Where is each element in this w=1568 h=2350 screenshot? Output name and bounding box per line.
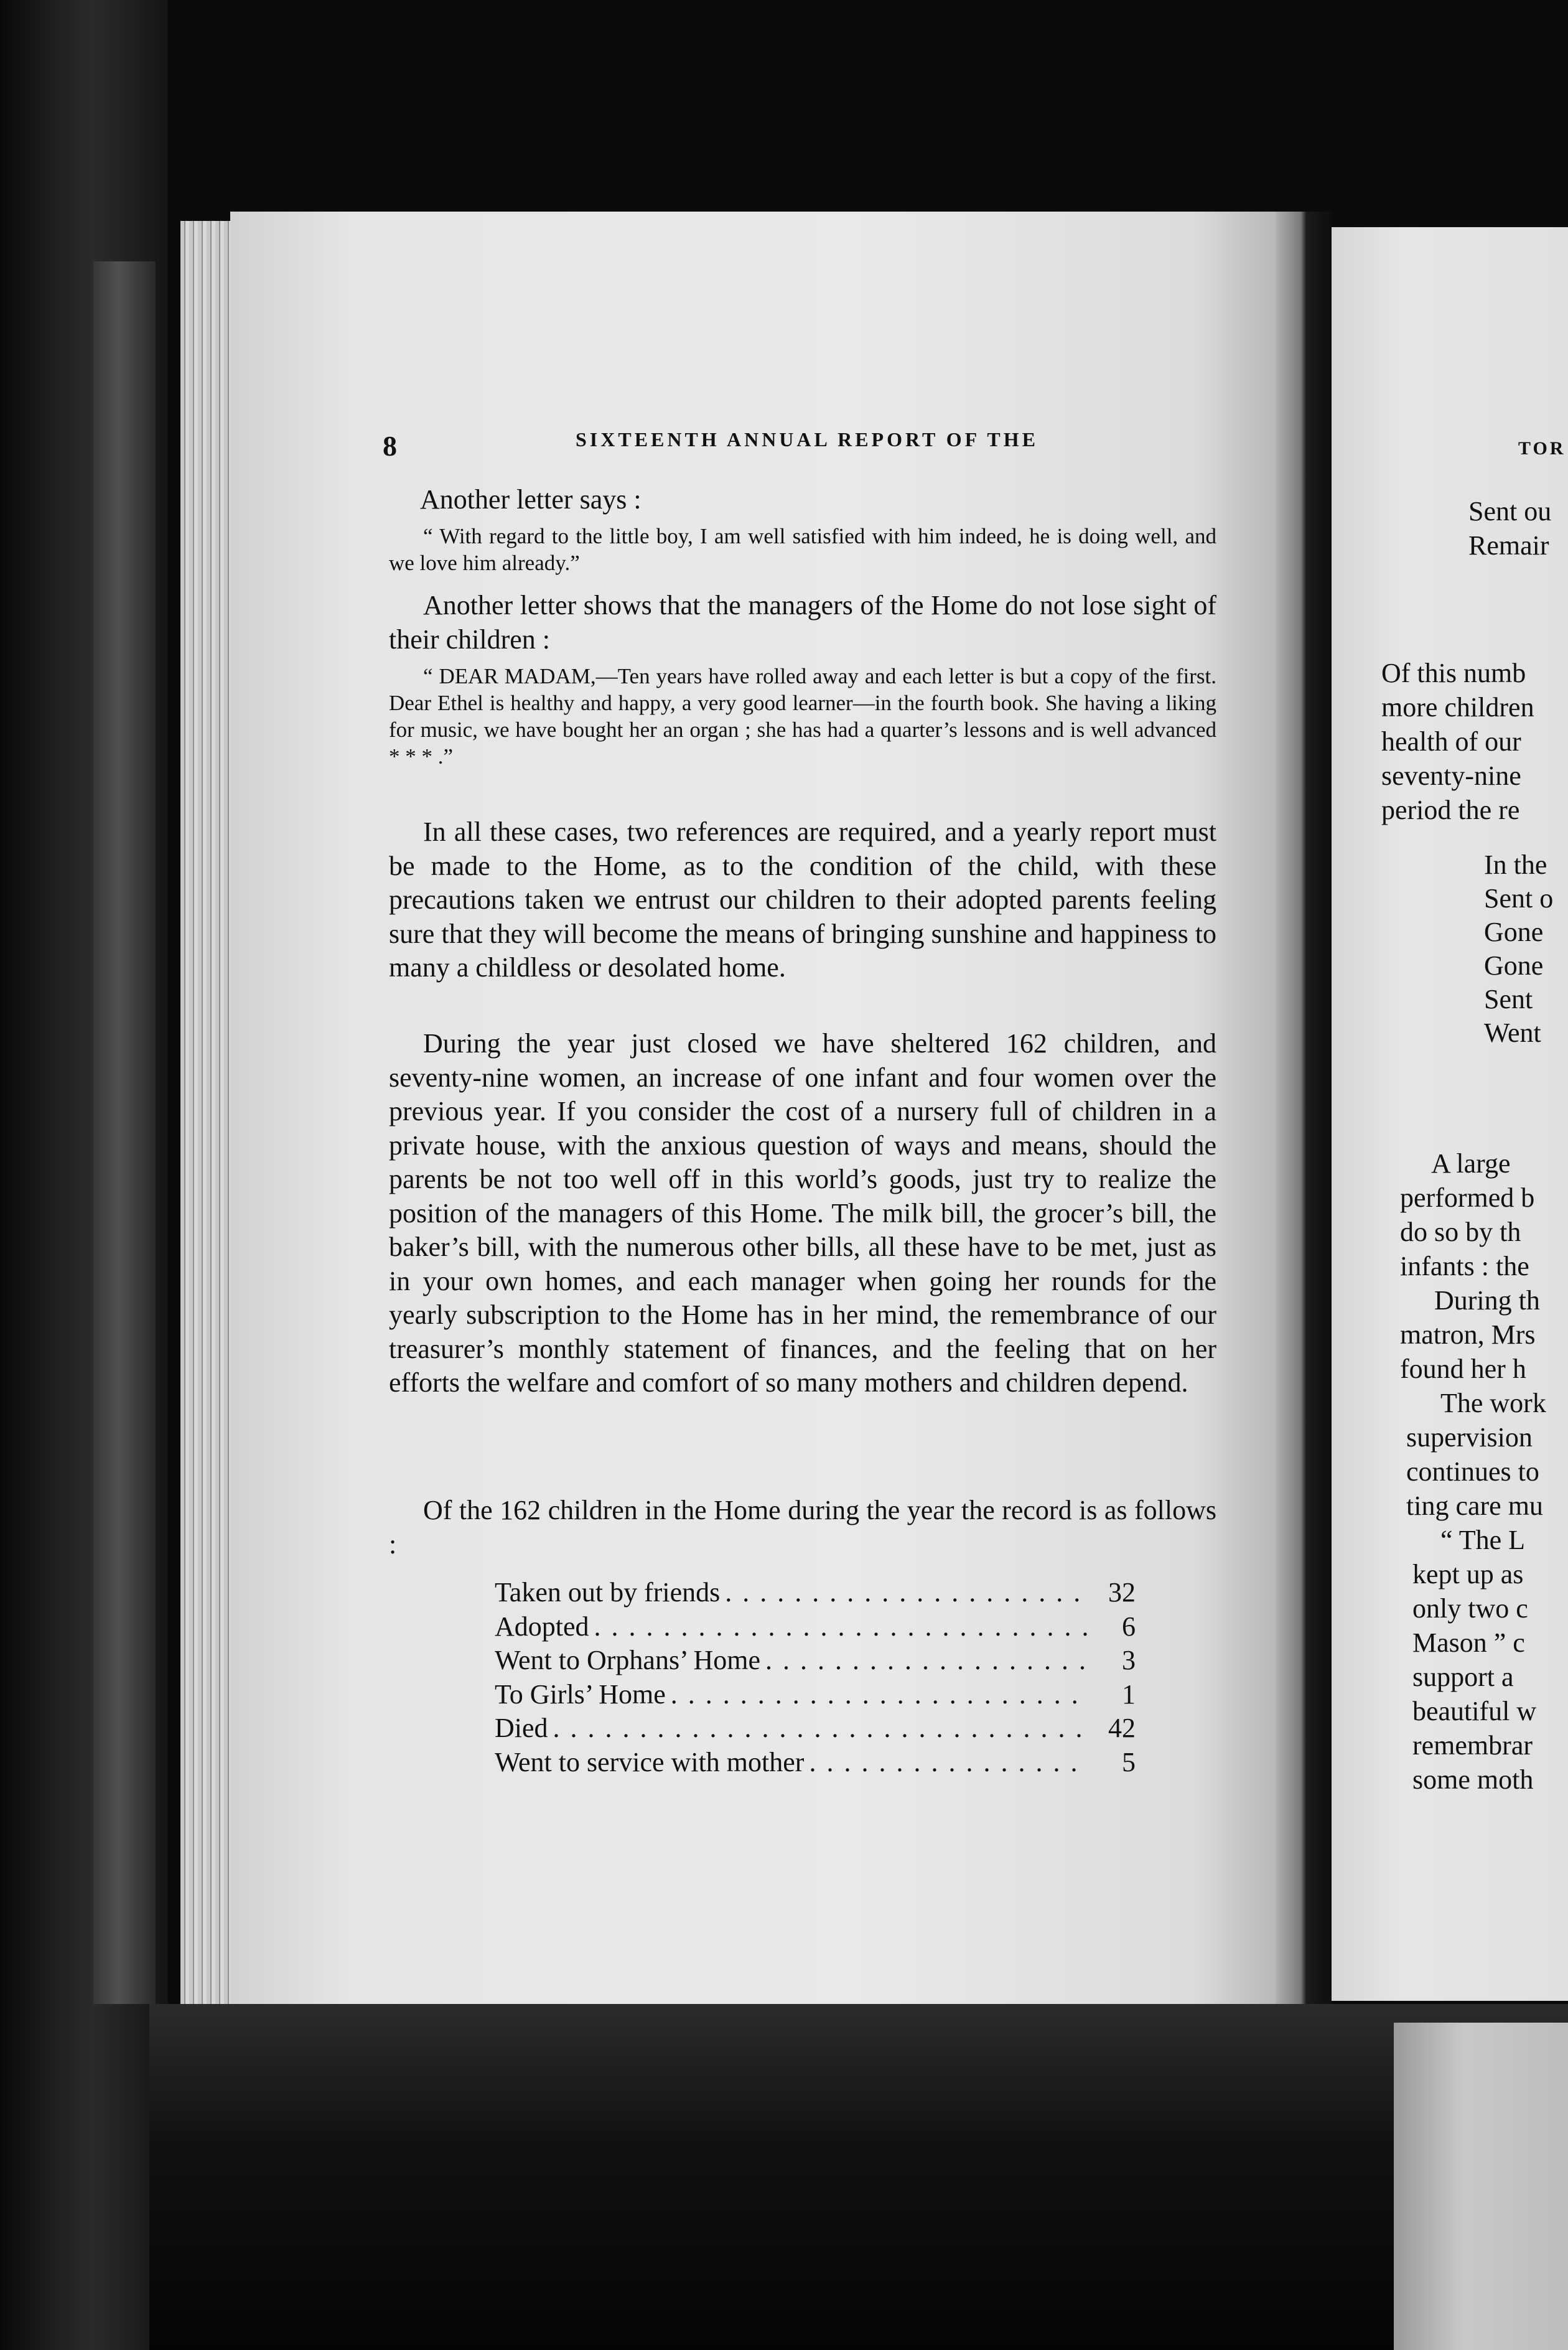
record-label: Went to Orphans’ Home	[495, 1645, 760, 1675]
record-value: 32	[1108, 1577, 1136, 1608]
facing-line: ting care mu	[1406, 1491, 1543, 1521]
leader-dots	[809, 1746, 1087, 1778]
page-number: 8	[383, 430, 397, 462]
facing-line: continues to	[1406, 1456, 1539, 1487]
facing-line: Sent	[1484, 984, 1533, 1014]
facing-line: Mason ” c	[1412, 1627, 1525, 1658]
table-row	[495, 1644, 1136, 1678]
table-row	[495, 1611, 1136, 1645]
facing-line: “ The L	[1440, 1525, 1526, 1555]
facing-line: Gone	[1484, 917, 1544, 947]
facing-line: infants : the	[1400, 1251, 1529, 1281]
book-cover-edge	[93, 261, 156, 2004]
running-title: SIXTEENTH ANNUAL REPORT OF THE	[576, 428, 1038, 451]
record-value: 5	[1122, 1746, 1136, 1777]
facing-line: Sent o	[1484, 883, 1554, 914]
facing-line: only two c	[1412, 1593, 1528, 1624]
table-row	[495, 1576, 1136, 1611]
facing-line: some moth	[1412, 1764, 1534, 1795]
leader-dots	[594, 1611, 1087, 1642]
facing-line: do so by th	[1400, 1217, 1521, 1247]
facing-line: Went	[1484, 1018, 1541, 1048]
table-row	[495, 1746, 1136, 1781]
letter-intro-1: Another letter says :	[420, 484, 642, 515]
record-label: Went to service with mother	[495, 1746, 805, 1777]
paragraph-sheltered: During the year just closed we have sheltered 162 children, and seventy-nine women, an increase of one infant and four women over the previous year. If you consider the cost of a nursery full of children in a private house, with the anxious question of ways and means, should the parents be not too well off in this world’s goods, just try to realize the position of the managers of this Home. The milk bill, the grocer’s bill, the baker’s bill, with the numerous other bills, all these have to be met, just as in your own homes, and each manager when going her rounds for the yearly subscription to the Home has in her mind, the remembrance of our treasurer’s monthly statement of finances, and the feeling that on her efforts the welfare and comfort of so many mothers and children depend.	[389, 1028, 1216, 1398]
book-gutter	[1276, 212, 1332, 2010]
facing-line: health of our	[1381, 726, 1521, 757]
table-row	[495, 1712, 1136, 1746]
facing-page-running-title: TOR	[1518, 438, 1566, 459]
facing-line: Of this numb	[1381, 658, 1526, 688]
facing-line: support a	[1412, 1662, 1514, 1692]
facing-line: seventy-nine	[1381, 761, 1521, 791]
facing-line: matron, Mrs	[1400, 1319, 1536, 1350]
record-value: 1	[1122, 1678, 1136, 1710]
leader-dots	[765, 1644, 1087, 1676]
record-value: 3	[1122, 1645, 1136, 1675]
facing-line: beautiful w	[1412, 1696, 1537, 1726]
record-label: Taken out by friends	[495, 1577, 721, 1608]
facing-line: period the re	[1381, 795, 1520, 825]
leader-dots	[553, 1712, 1087, 1744]
table-row	[495, 1678, 1136, 1713]
facing-line: In the	[1484, 850, 1547, 880]
facing-line: remembrar	[1412, 1730, 1533, 1761]
facing-line: kept up as	[1412, 1559, 1524, 1589]
letter-quote-2: “ DEAR MADAM,—Ten years have rolled away and each letter is but a copy of the first. Dear Ethel is healthy and happy, a very good learner—in the fourth book. She having a liking for music, we have bought her an organ ; she has had a quarter’s lessons and is well advanced * * * .”	[389, 664, 1216, 769]
facing-line: Sent ou	[1468, 496, 1552, 527]
facing-line: supervision	[1406, 1422, 1533, 1453]
leader-dots	[671, 1678, 1087, 1710]
children-record-table	[495, 1576, 1136, 1780]
record-label: Died	[495, 1713, 548, 1743]
record-value: 6	[1122, 1611, 1136, 1642]
facing-line: A large	[1431, 1148, 1511, 1179]
paragraph-record-intro: Of the 162 children in the Home during the year the record is as follows :	[389, 1495, 1216, 1560]
letter-intro-2: Another letter shows that the managers of the Home do not lose sight of their children :	[389, 590, 1216, 655]
record-label: To Girls’ Home	[495, 1678, 666, 1710]
facing-line: Remair	[1468, 530, 1549, 561]
record-label: Adopted	[495, 1611, 589, 1642]
facing-line: performed b	[1400, 1182, 1535, 1213]
facing-page-text	[1332, 0, 1568, 2350]
facing-line: Gone	[1484, 950, 1544, 981]
record-value: 42	[1108, 1713, 1136, 1743]
paragraph-references: In all these cases, two references are required, and a yearly report must be made to the Home, as to the condition of the child, with these precautions taken we entrust our children to their adopted parents feeling sure that they will become the means of bringing sunshine and happiness to many a childless or desolated home.	[389, 817, 1216, 983]
facing-line: During th	[1434, 1285, 1540, 1316]
page-edges-stack	[180, 221, 236, 2013]
letter-quote-1: “ With regard to the little boy, I am well satisfied with him indeed, he is doing well, and we love him already.”	[389, 524, 1216, 575]
facing-line: The work	[1440, 1388, 1546, 1418]
leader-dots	[725, 1576, 1087, 1608]
facing-line: more children	[1381, 692, 1534, 723]
facing-line: found her h	[1400, 1354, 1526, 1384]
